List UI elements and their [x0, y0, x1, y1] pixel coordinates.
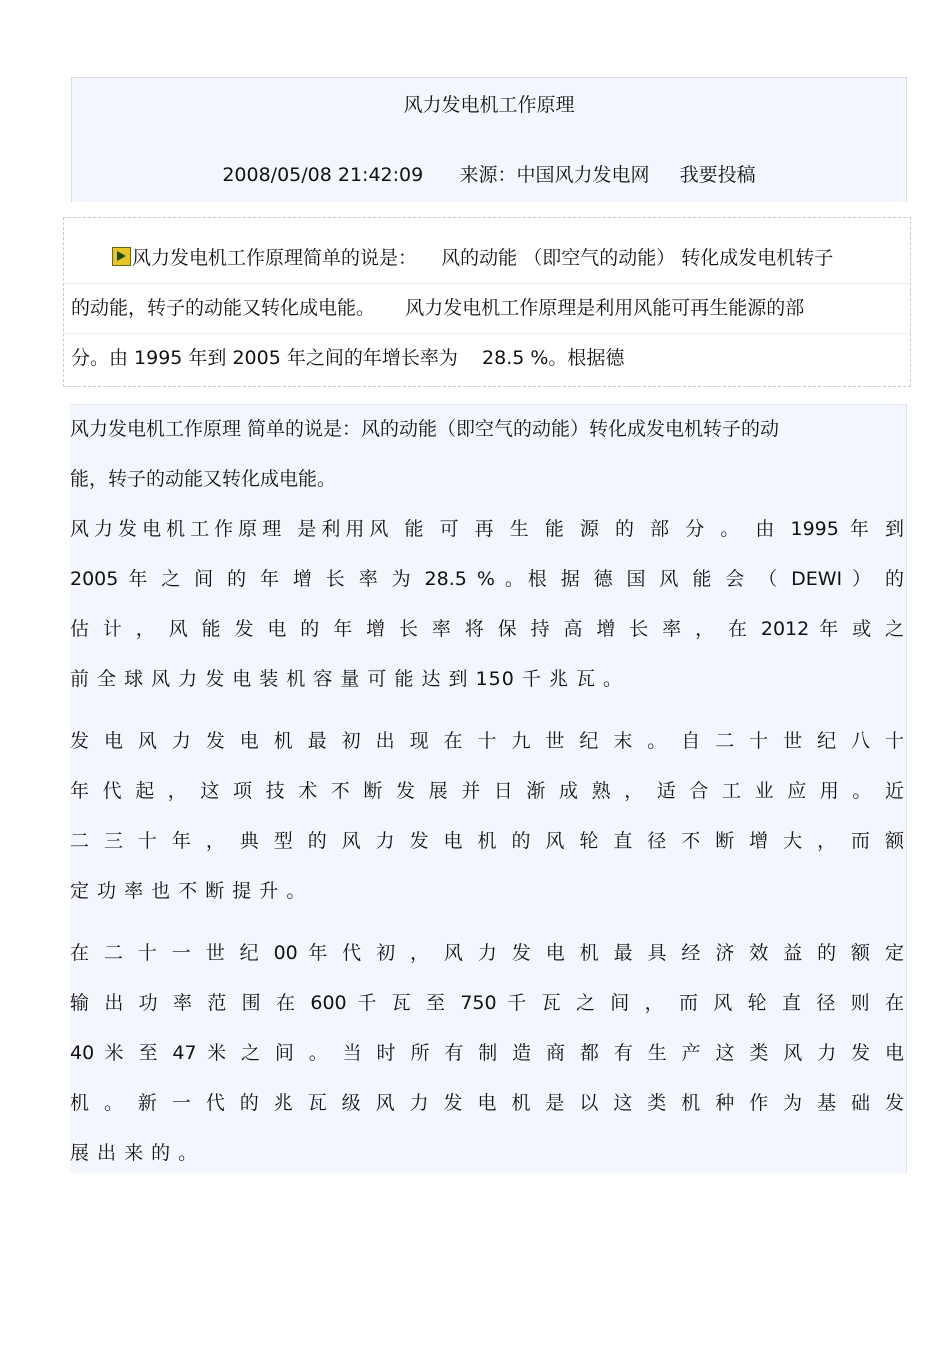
body-line: 风力发电机工作原理 简单的说是：风的动能（即空气的动能）转化成发电机转子的动 [70, 418, 780, 440]
article-title: 风力发电机工作原理 [403, 94, 575, 116]
summary-line [64, 283, 910, 334]
body-line: 定 功 率 也 不 断 提 升 。 [70, 880, 307, 902]
summary-line [64, 233, 910, 284]
body-line: 展 出 来 的 。 [70, 1142, 199, 1164]
body-line: 发 电 风 力 发 电 机 最 初 出 现 在 十 九 世 纪 末 。 自 二 十 世 纪 八 十 [70, 730, 904, 752]
article-meta [72, 162, 906, 188]
summary-text: 分。由 1995 年到 2005 年之间的年增长率为 28.5 %。根据德 [71, 347, 625, 369]
article-header [71, 77, 907, 202]
body-line: 机 。 新 一 代 的 兆 瓦 级 风 力 发 电 机 是 以 这 类 机 种 作 为 基 础 发 [70, 1092, 904, 1114]
body-line: 能，转子的动能又转化成电能。 [70, 468, 337, 490]
summary-text: 的动能，转子的动能又转化成电能。 风力发电机工作原理是利用风能可再生能源的部 [71, 297, 805, 319]
body-line: 二 三 十 年 ， 典 型 的 风 力 发 电 机 的 风 轮 直 径 不 断 增 大 ， 而 额 [70, 830, 904, 852]
body-line: 输 出 功 率 范 围 在 600 千 瓦 至 750 千 瓦 之 间 ， 而 风 轮 直 径 则 在 [70, 992, 904, 1014]
article-source: 来源：中国风力发电网 [459, 164, 650, 186]
summary-line [64, 333, 910, 383]
submit-article-link[interactable]: 我要投稿 [679, 164, 756, 186]
body-line: 前 全 球 风 力 发 电 装 机 容 量 可 能 达 到 150 千 兆 瓦 。 [70, 668, 624, 690]
article-body [70, 404, 907, 1173]
body-line: 在 二 十 一 世 纪 00 年 代 初 ， 风 力 发 电 机 最 具 经 济 效 益 的 额 定 [70, 942, 904, 964]
body-line: 年 代 起 ， 这 项 技 术 不 断 发 展 并 日 渐 成 熟 ， 适 合 工 业 应 用 。 近 [70, 780, 904, 802]
body-line: 2005 年 之 间 的 年 增 长 率 为 28.5 % 。根 据 德 国 风 能 会 （ DEWI ） 的 [70, 568, 904, 590]
body-line: 40 米 至 47 米 之 间 。 当 时 所 有 制 造 商 都 有 生 产 这 类 风 力 发 电 [70, 1042, 904, 1064]
summary-box [63, 217, 911, 387]
publish-date: 2008/05/08 21:42:09 [222, 164, 424, 186]
summary-text: 风力发电机工作原理简单的说是： 风的动能 （即空气的动能） 转化成发电机转子 [132, 247, 834, 269]
body-line: 风力发电机工作原理 是利用风 能 可 再 生 能 源 的 部 分 。 由 1995 年 到 [70, 518, 904, 540]
body-line: 估 计 ， 风 能 发 电 的 年 增 长 率 将 保 持 高 增 长 率 ， 在 2012 年 或 之 [70, 618, 904, 640]
arrow-icon [112, 247, 131, 266]
